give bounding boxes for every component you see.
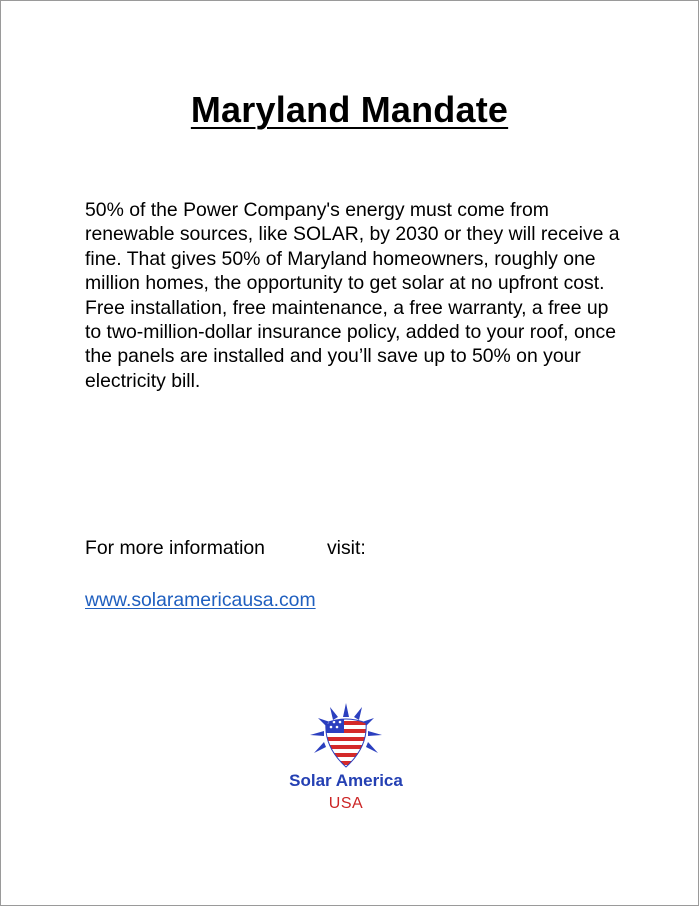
more-info-line [85,536,366,560]
logo-name: Solar America [289,771,403,790]
page-title: Maryland Mandate [190,89,509,130]
website-link[interactable]: www.solaramericausa.com [85,589,316,611]
american-flag-sun-icon [308,703,384,771]
logo-sub: USA [328,795,364,812]
more-info-label: For more information [85,537,265,559]
more-info-suffix: visit: [326,537,366,559]
company-logo [271,701,421,821]
body-paragraph: 50% of the Power Company's energy must come from renewable sources, like SOLAR, by 2030 or they will receive a fine. That gives 50% of Maryland homeowners, roughly one million homes, the opportunity to get solar at no upfront cost. Free installation, free maintenance, a free warranty, a free up to two-million-dollar insurance policy, added to your roof, once the panels are installed and you’ll save up to 50% on your electricity bill. [85,199,620,392]
